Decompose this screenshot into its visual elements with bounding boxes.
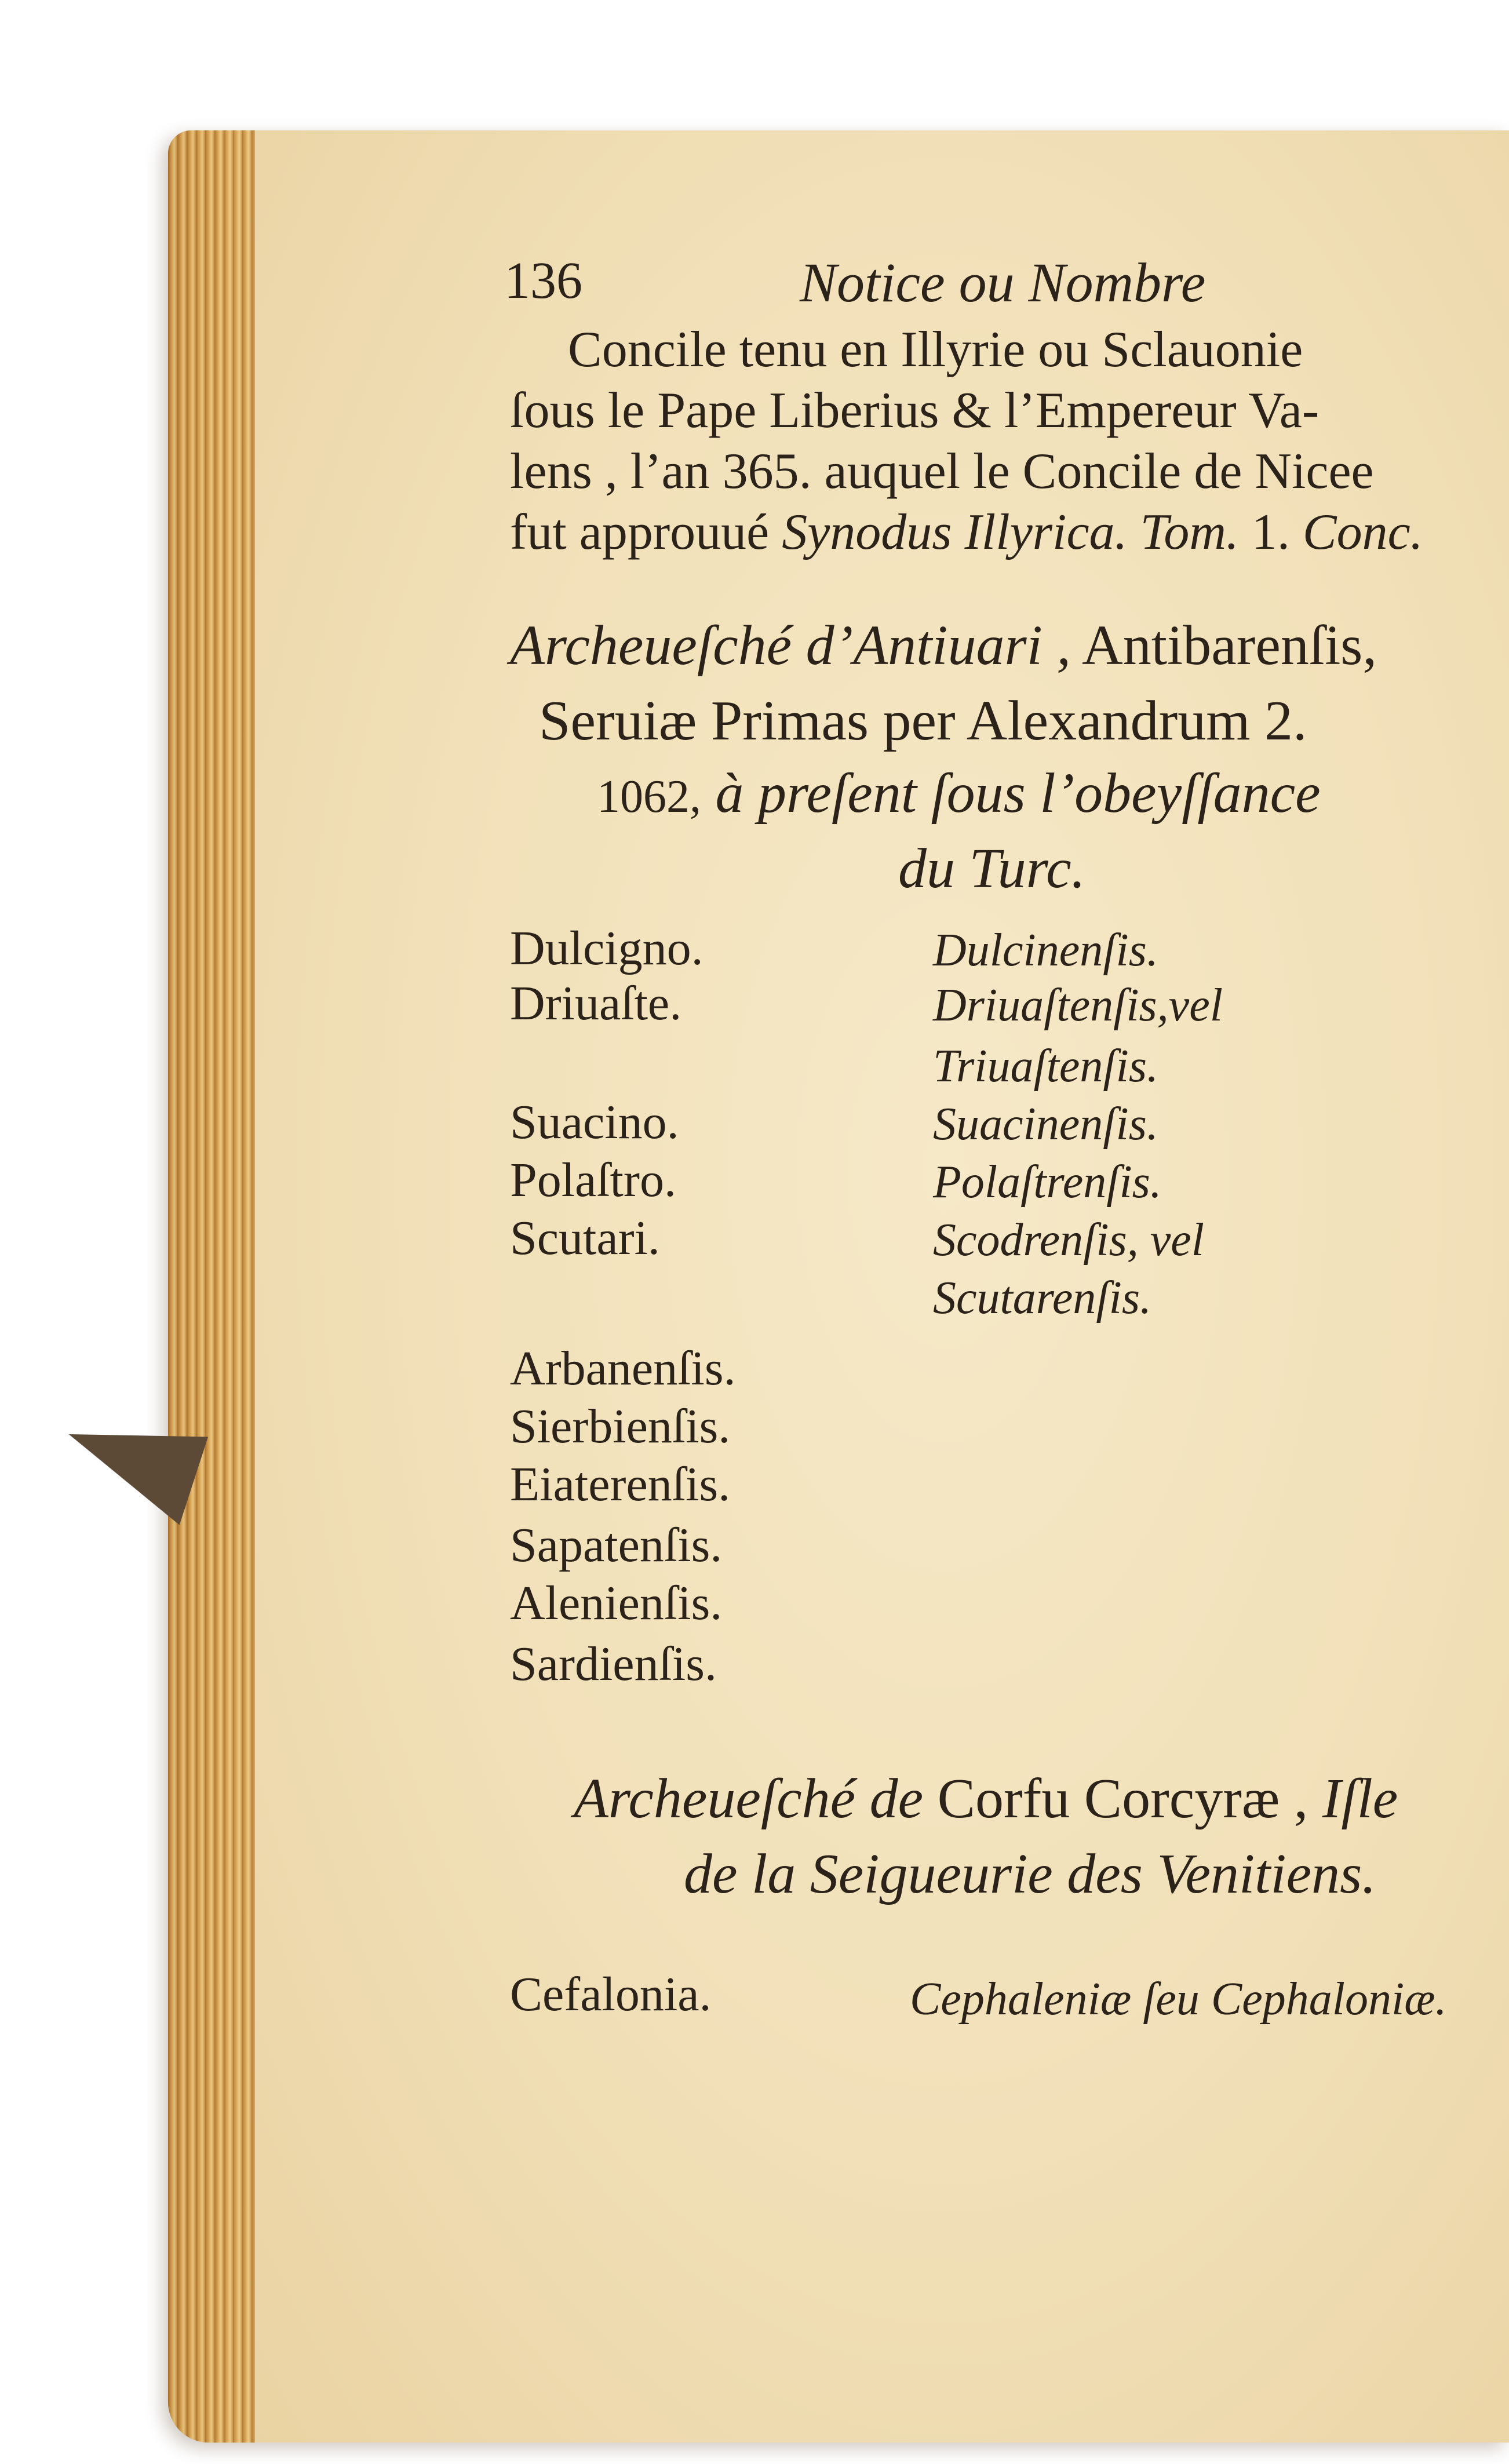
section1-line-2: Seruiæ Primas per Alexandrum 2. <box>539 690 1307 752</box>
see-name: Cefalonia. <box>510 1967 712 2021</box>
see-list-item: Alenienſis. <box>510 1576 723 1630</box>
intro-line-1: Concile tenu en Illyrie ou Sclauonie <box>568 322 1303 378</box>
see-list-item: Sapatenſis. <box>510 1518 723 1572</box>
section1-title <box>510 614 1377 677</box>
intro-line-2: ſous le Pape Liberius & l’Empereur Va- <box>510 382 1320 439</box>
running-title: Notice ou Nombre <box>800 251 1206 314</box>
section1-line-3 <box>597 762 1321 825</box>
see-name: Polaſtro. <box>510 1153 676 1207</box>
intro-line-4-end: Conc. <box>1302 504 1423 560</box>
see-list-item: Arbanenſis. <box>510 1342 736 1395</box>
section1-title-italic: Archeueſché d’Antiuari , <box>510 614 1071 677</box>
see-name: Driuaſte. <box>510 976 682 1030</box>
see-latin: Cephaleniæ ſeu Cephaloniæ. <box>910 1974 1447 2025</box>
intro-line-4-roman: fut approuué <box>510 504 770 560</box>
see-latin: Scutarenſis. <box>933 1273 1151 1324</box>
section1-year: 1062, <box>597 771 701 822</box>
intro-line-4-tail: 1. <box>1251 504 1290 560</box>
intro-line-3: lens , l’an 365. auquel le Concile de Nicee <box>510 443 1374 500</box>
section1-title-roman: Antibarenſis, <box>1082 614 1377 677</box>
see-latin: Polaſtrenſis. <box>933 1157 1162 1208</box>
see-name: Suacino. <box>510 1095 679 1149</box>
see-latin: Driuaſtenſis,vel <box>933 980 1223 1031</box>
intro-line-4-italic: Synodus Illyrica. Tom. <box>782 504 1239 560</box>
section2-title-italic-2: Iſle <box>1322 1767 1398 1830</box>
section1-line-3-italic: à preſent ſous l’obeyſſance <box>715 762 1321 825</box>
section1-line-4: du Turc. <box>898 837 1086 900</box>
section2-title-roman-1: Corfu <box>937 1767 1070 1830</box>
see-list-item: Eiaterenſis. <box>510 1457 731 1511</box>
see-latin: Triuaſtenſis. <box>933 1041 1158 1092</box>
section2-title <box>574 1767 1398 1830</box>
see-latin: Dulcinenſis. <box>933 925 1158 976</box>
intro-line-4 <box>510 504 1423 560</box>
see-list-item: Sierbienſis. <box>510 1399 731 1453</box>
section2-title-italic-1: Archeueſché de <box>574 1767 924 1830</box>
page-number: 136 <box>504 252 582 309</box>
see-latin: Suacinenſis. <box>933 1099 1158 1150</box>
page-edges <box>168 130 255 2443</box>
see-list-item: Sardienſis. <box>510 1637 717 1691</box>
section2-line-2: de la Seigueurie des Venitiens. <box>684 1843 1376 1905</box>
section2-title-roman-2: Corcyræ , <box>1084 1767 1308 1830</box>
see-latin: Scodrenſis, vel <box>933 1215 1205 1266</box>
see-name: Dulcigno. <box>510 921 704 975</box>
see-name: Scutari. <box>510 1211 660 1265</box>
